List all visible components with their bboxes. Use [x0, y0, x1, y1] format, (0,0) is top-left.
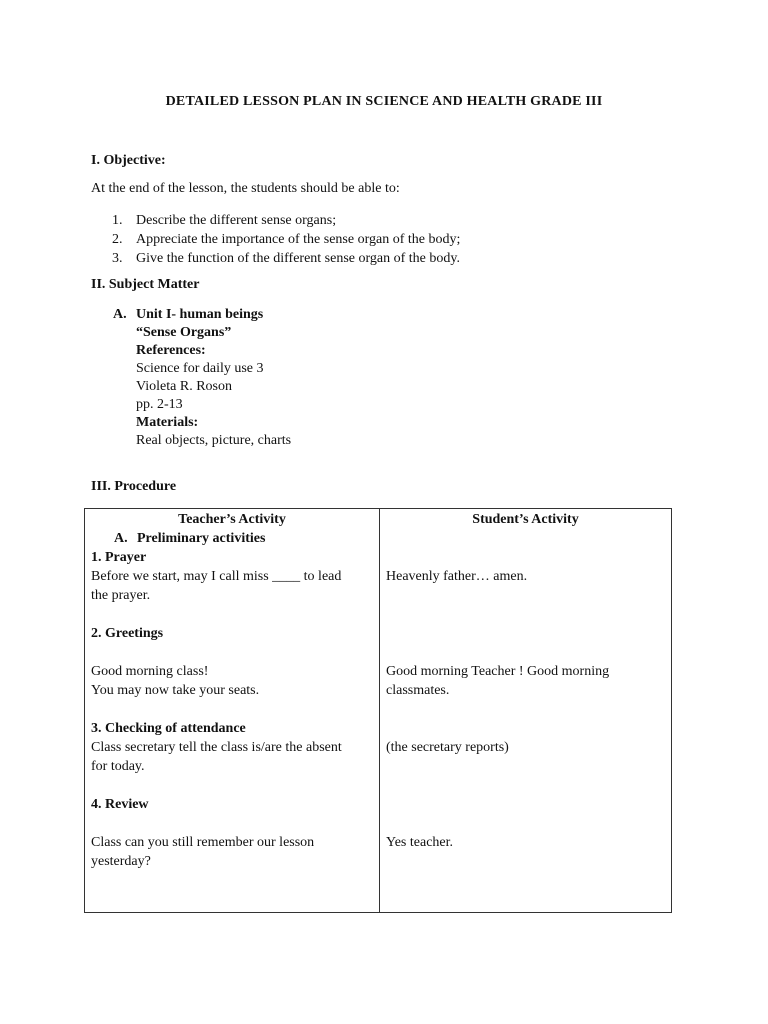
subject-unit: Unit I- human beings — [136, 307, 264, 322]
prayer-student-line: Heavenly father… amen. — [386, 569, 528, 584]
document-title: DETAILED LESSON PLAN IN SCIENCE AND HEALTH GRADE III — [165, 94, 603, 109]
preliminary-activities — [91, 529, 373, 548]
prayer-teacher-line: Before we start, may I call miss ____ to lead — [91, 569, 342, 584]
objective-item-number: 2. — [112, 232, 123, 247]
procedure-table — [84, 508, 672, 913]
reference-item: Violeta R. Roson — [136, 379, 232, 394]
attendance-heading: 3. Checking of attendance — [91, 721, 246, 736]
review-student-line: Yes teacher. — [386, 835, 454, 850]
greetings-teacher-line: Good morning class! — [91, 664, 209, 679]
greetings-teacher-line: You may now take your seats. — [91, 683, 260, 698]
objective-item — [112, 211, 460, 230]
preliminary-letter: A. — [114, 531, 128, 546]
objective-item-number: 1. — [112, 213, 123, 228]
objective-item — [112, 249, 460, 268]
table-row — [85, 509, 672, 913]
student-activity-cell — [380, 509, 672, 913]
reference-item: pp. 2-13 — [136, 397, 183, 412]
objective-list — [112, 211, 460, 268]
materials-label: Materials: — [136, 415, 199, 430]
references-label: References: — [136, 343, 206, 358]
subject-letter: A. — [113, 307, 127, 322]
subject-matter-heading: II. Subject Matter — [91, 277, 200, 292]
greetings-heading: 2. Greetings — [91, 626, 164, 641]
objective-item-text: Describe the different sense organs; — [136, 213, 337, 228]
student-activity-header: Student’s Activity — [472, 512, 579, 527]
teacher-activity-cell — [85, 509, 380, 913]
objective-item-text: Give the function of the different sense organ of the body. — [136, 251, 460, 266]
preliminary-label: Preliminary activities — [137, 531, 266, 546]
objective-intro: At the end of the lesson, the students should be able to: — [91, 181, 400, 196]
reference-item: Science for daily use 3 — [136, 361, 264, 376]
greetings-student-line: classmates. — [386, 683, 450, 698]
objective-heading: I. Objective: — [91, 153, 166, 168]
objective-item-number: 3. — [112, 251, 123, 266]
review-heading: 4. Review — [91, 797, 149, 812]
materials-text: Real objects, picture, charts — [136, 433, 292, 448]
attendance-student-line: (the secretary reports) — [386, 740, 509, 755]
objective-item — [112, 230, 460, 249]
teacher-activity-header: Teacher’s Activity — [178, 512, 286, 527]
procedure-heading: III. Procedure — [91, 479, 177, 494]
subject-topic: “Sense Organs” — [136, 325, 232, 340]
review-teacher-line: yesterday? — [91, 854, 151, 869]
objective-item-text: Appreciate the importance of the sense organ of the body; — [136, 232, 461, 247]
subject-matter-block — [113, 306, 291, 450]
prayer-teacher-line: the prayer. — [91, 588, 151, 603]
attendance-teacher-line: Class secretary tell the class is/are the absent — [91, 740, 342, 755]
attendance-teacher-line: for today. — [91, 759, 145, 774]
greetings-student-line: Good morning Teacher ! Good morning — [386, 664, 610, 679]
review-teacher-line: Class can you still remember our lesson — [91, 835, 315, 850]
prayer-heading: 1. Prayer — [91, 550, 147, 565]
